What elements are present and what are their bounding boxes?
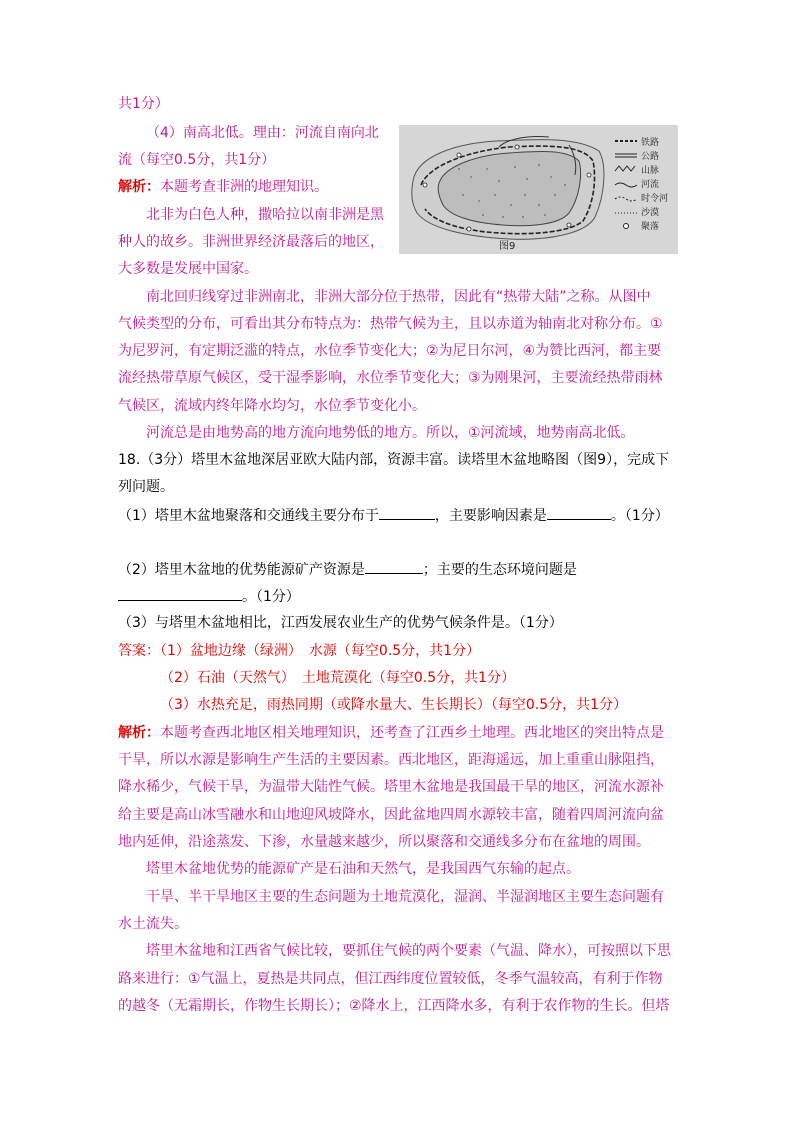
analysis-line: 气候类型的分布，可看出其分布特点为：热带气候为主，且以赤道为轴南北对称分布。①: [118, 316, 663, 332]
answers: [118, 641, 480, 661]
answer-1: （1）盆地边缘（绿洲） 水源（每空0.5分，共1分）: [160, 643, 481, 659]
q1-text-c: 。（1分）: [610, 508, 669, 524]
explanation-line: 路来进行：①气温上，夏热是共同点，但江西纬度位置较低，冬季气温较高，有利于作物: [118, 971, 663, 987]
map-legend-item: 沙漠: [641, 208, 660, 218]
map-legend-item: 时令河: [641, 194, 669, 204]
map-legend-item: 河流: [641, 180, 660, 190]
analysis-line: 南北回归线穿过非洲南北，非洲大部分位于热带，因此有“热带大陆”之称。从图中: [146, 289, 651, 305]
analysis-line: 大多数是发展中国家。: [118, 261, 258, 277]
explanation-line: 塔里木盆地和江西省气候比较，要抓住气候的两个要素（气温、降水），可按照以下思: [146, 943, 671, 959]
tarim-basin-map: [399, 125, 678, 254]
text-line-continuation: 共1分）: [118, 96, 169, 112]
explanation-line: 给主要是高山冰雪融水和山地迎风坡降水，因此盆地四周水源较丰富，随着四周河流向盆: [118, 807, 664, 823]
question-18-2: [118, 559, 577, 579]
answer-blank[interactable]: [379, 505, 435, 520]
q2-text-a: （2）塔里木盆地的优势能源矿产资源是: [118, 562, 365, 578]
answer-3: （3）水热充足，雨热同期（或降水量大、生长期长）（每空0.5分，共1分）: [160, 697, 628, 713]
q2-text-b: ；主要的生态环境问题是: [422, 562, 577, 578]
q2-text-c: 。（1分）: [242, 589, 300, 605]
explanation-label: 解析：: [118, 725, 160, 741]
answer-2: （2）石油（天然气） 土地荒漠化（每空0.5分，共1分）: [160, 670, 516, 686]
analysis-line: 北非为白色人种，撒哈拉以南非洲是黑: [146, 207, 384, 223]
answer-blank[interactable]: [547, 505, 611, 520]
q1-text-b: ，主要影响因素是: [434, 508, 547, 524]
map-legend-item: 山脉: [641, 166, 660, 176]
explanation-line: 水土流失。: [118, 916, 188, 932]
analysis-text: 本题考查非洲的地理知识。: [160, 179, 328, 195]
question-18-1: [118, 505, 669, 525]
explanation-text: 本题考查西北地区相关地理知识，还考查了江西乡土地理。西北地区的突出特点是: [160, 725, 664, 741]
explanation-line: 干旱、半干旱地区主要的生态问题为土地荒漠化，湿润、半湿润地区主要生态问题有: [146, 889, 664, 905]
map-caption: 图9: [499, 241, 516, 252]
answer-blank[interactable]: [365, 559, 423, 574]
question-18-2-cont: [118, 586, 300, 606]
question-18-3: （3）与塔里木盆地相比，江西发展农业生产的优势气候条件是。（1分）: [118, 615, 563, 631]
analysis-line: 种人的故乡。非洲世界经济最落后的地区，: [118, 234, 384, 250]
answer-label: 答案：: [118, 643, 160, 659]
answer-4-score: 流（每空0.5分，共1分）: [118, 152, 276, 168]
analysis-label: 解析：: [118, 179, 160, 195]
analysis-intro: [118, 177, 328, 197]
q1-text-a: （1）塔里木盆地聚落和交通线主要分布于: [118, 508, 379, 524]
map-legend-item: 公路: [641, 152, 660, 162]
explanation: [118, 723, 664, 743]
analysis-line: 气候区，流域内终年降水均匀，水位季节变化小。: [118, 398, 426, 414]
question-18: 18.（3分）塔里木盆地深居亚欧大陆内部，资源丰富。读塔里木盆地略图（图9），完成下: [118, 452, 670, 468]
analysis-line: 流经热带草原气候区，受干湿季影响，水位季节变化大；③为刚果河，主要流经热带雨林: [118, 370, 663, 386]
explanation-line: 塔里木盆地优势的能源矿产是石油和天然气，是我国西气东输的起点。: [146, 861, 580, 877]
explanation-line: 降水稀少，气候干旱，为温带大陆性气候。塔里木盆地是我国最干旱的地区，河流水源补: [118, 779, 664, 795]
map-legend-item: 铁路: [641, 138, 660, 148]
answer-blank[interactable]: [118, 586, 242, 601]
question-18-cont: 列问题。: [118, 479, 174, 495]
explanation-line: 的越冬（无霜期长，作物生长期长）；②降水上，江西降水多，有利于农作物的生长。但塔: [118, 998, 670, 1014]
explanation-line: 地内延伸，沿途蒸发、下渗，水量越来越少，所以聚落和交通线多分布在盆地的周围。: [118, 834, 650, 850]
map-legend-item: 聚落: [641, 222, 660, 232]
explanation-line: 干旱，所以水源是影响生产生活的主要因素。西北地区，距海遥远，加上重重山脉阻挡，: [118, 752, 664, 768]
analysis-line: 河流总是由地势高的地方流向地势低的地方。所以，①河流域，地势南高北低。: [146, 425, 635, 441]
answer-4: （4）南高北低。理由：河流自南向北: [146, 125, 379, 141]
analysis-line: 为尼罗河，有定期泛滥的特点，水位季节变化大；②为尼日尔河，④为赞比西河，都主要: [118, 343, 662, 359]
